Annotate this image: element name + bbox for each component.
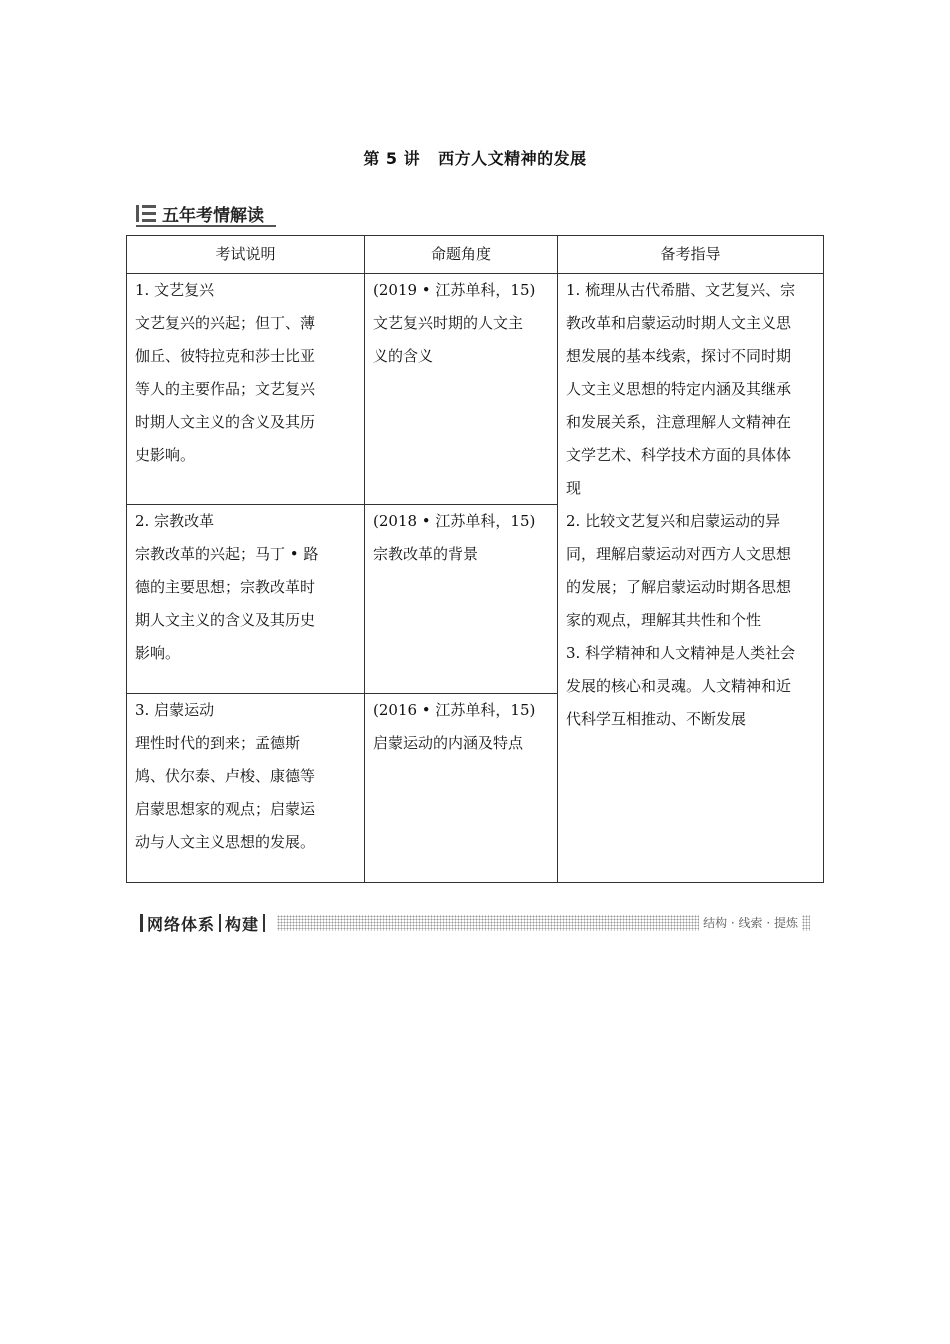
exam-line: 德的主要思想；宗教改革时 [135,578,316,596]
guidance-line: 人文主义思想的特定内涵及其继承 [566,380,792,398]
bar-divider [219,914,221,932]
exam-cell [127,694,365,883]
network-label: 网络体系 [147,914,216,934]
bar-divider [263,914,265,932]
angle-cell [365,694,558,883]
angle-cell [365,274,558,505]
exam-line: 鸠、伏尔泰、卢梭、康德等 [135,767,316,785]
list-icon [136,203,156,223]
build-label: 构建 [225,914,260,934]
guidance-line: 2. 比较文艺复兴和启蒙运动的异 [566,512,781,530]
section-heading-underline [136,225,276,227]
exam-line: 史影响。 [135,446,196,464]
exam-cell [127,274,365,505]
table-header-row [127,236,824,274]
header-angle: 命题角度 [365,236,558,274]
exam-line: 启蒙思想家的观点；启蒙运 [135,800,316,818]
exam-line: 等人的主要作品；文艺复兴 [135,380,316,398]
table-row [127,274,824,505]
guidance-line: 发展的核心和灵魂。人文精神和近 [566,677,792,695]
exam-line: 时期人文主义的含义及其历 [135,413,316,431]
exam-line: 影响。 [135,644,181,662]
exam-cell [127,505,365,694]
section-heading-label: 五年考情解读 [162,205,264,226]
exam-line: 期人文主义的含义及其历史 [135,611,316,629]
angle-line: 启蒙运动的内涵及特点 [373,734,524,752]
lecture-number: 第 5 讲 [363,149,421,168]
angle-line: (2018 • 江苏单科，15) [373,512,536,530]
exam-line: 文艺复兴的兴起；但丁、薄 [135,314,316,332]
structure-clues-label: 结构 · 线索 · 提炼 [699,915,802,931]
header-exam: 考试说明 [127,236,365,274]
header-guidance: 备考指导 [558,236,824,274]
guidance-line: 教改革和启蒙运动时期人文主义思 [566,314,792,332]
section-heading [136,200,264,226]
angle-line: (2016 • 江苏单科，15) [373,701,536,719]
guidance-line: 现 [566,479,582,497]
guidance-line: 的发展；了解启蒙运动时期各思想 [566,578,792,596]
dotted-band [277,915,810,931]
guidance-line: 3. 科学精神和人文精神是人类社会 [566,644,796,662]
exam-line: 伽丘、彼特拉克和莎士比亚 [135,347,316,365]
network-system-bar [140,913,810,933]
exam-line: 1. 文艺复兴 [135,281,215,299]
exam-line: 动与人文主义思想的发展。 [135,833,316,851]
lecture-name: 西方人文精神的发展 [438,149,587,168]
angle-line: 义的含义 [373,347,434,365]
exam-info-table [126,235,824,883]
angle-line: (2019 • 江苏单科，15) [373,281,536,299]
guidance-cell [558,274,824,883]
angle-cell [365,505,558,694]
guidance-line: 想发展的基本线索，探讨不同时期 [566,347,792,365]
exam-line: 2. 宗教改革 [135,512,215,530]
angle-line: 文艺复兴时期的人文主 [373,314,524,332]
guidance-line: 和发展关系，注意理解人文精神在 [566,413,792,431]
exam-line: 宗教改革的兴起；马丁 • 路 [135,545,319,563]
bar-divider [140,914,143,932]
guidance-line: 文学艺术、科学技术方面的具体体 [566,446,792,464]
guidance-line: 代科学互相推动、不断发展 [566,710,747,728]
exam-line: 理性时代的到来；孟德斯 [135,734,301,752]
exam-line: 3. 启蒙运动 [135,701,215,719]
page-title [0,146,950,169]
guidance-line: 同，理解启蒙运动对西方人文思想 [566,545,792,563]
guidance-line: 家的观点，理解其共性和个性 [566,611,762,629]
guidance-line: 1. 梳理从古代希腊、文艺复兴、宗 [566,281,796,299]
angle-line: 宗教改革的背景 [373,545,479,563]
